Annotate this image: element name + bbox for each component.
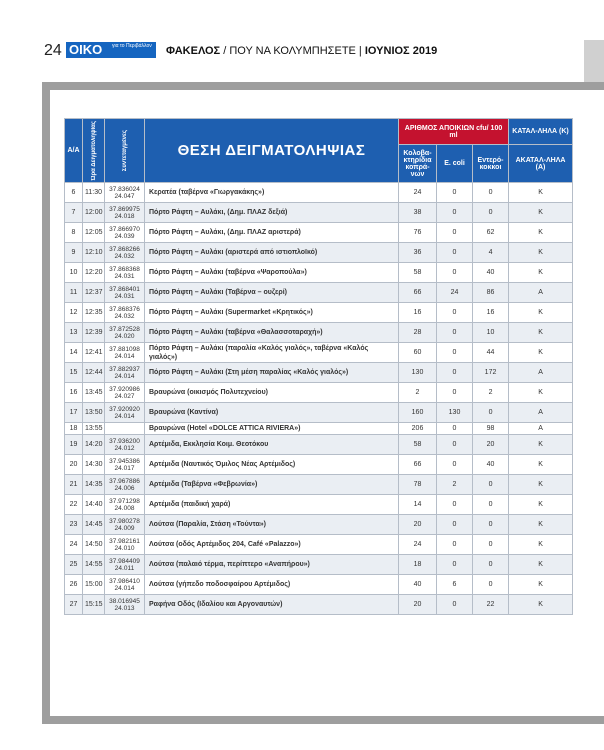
- cell-time: 11:30: [83, 183, 105, 203]
- longitude: 24.014: [114, 584, 135, 592]
- cell-coords: [105, 435, 145, 455]
- cell-ecoli: 0: [437, 383, 473, 403]
- latitude: 37.872528: [109, 325, 140, 333]
- table-row: [65, 475, 573, 495]
- latitude: 37.866970: [109, 225, 140, 233]
- cell-time: 12:05: [83, 223, 105, 243]
- cell-coliforms: 206: [399, 423, 437, 435]
- cell-enterococci: 0: [473, 203, 509, 223]
- cell-result: Κ: [509, 243, 573, 263]
- cell-enterococci: 0: [473, 535, 509, 555]
- latitude: 37.868401: [109, 285, 140, 293]
- cell-coliforms: 130: [399, 363, 437, 383]
- latitude: 37.945386: [109, 457, 140, 465]
- cell-time: 12:20: [83, 263, 105, 283]
- table-row: [65, 515, 573, 535]
- cell-coords: [105, 455, 145, 475]
- cell-ecoli: 0: [437, 223, 473, 243]
- topic-label: / ΠΟΥ ΝΑ ΚΟΛΥΜΠΗΣΕΤΕ |: [220, 45, 365, 57]
- cell-coords: [105, 303, 145, 323]
- cell-enterococci: 20: [473, 435, 509, 455]
- cell-time: 12:10: [83, 243, 105, 263]
- cell-location: Πόρτο Ράφτη – Αυλάκι (ταβέρνα «Ψαροπούλα»): [145, 263, 399, 283]
- section-label: ΦΑΚΕΛΟΣ: [166, 45, 221, 57]
- cell-aa: 8: [65, 223, 83, 243]
- latitude: 37.971298: [109, 497, 140, 505]
- cell-ecoli: 130: [437, 403, 473, 423]
- cell-time: 12:35: [83, 303, 105, 323]
- cell-ecoli: 0: [437, 183, 473, 203]
- cell-coliforms: 66: [399, 283, 437, 303]
- cell-enterococci: 0: [473, 475, 509, 495]
- cell-location: Πόρτο Ράφτη – Αυλάκι (παραλία «Καλός γιαλός», ταβέρνα «Καλός γιαλός»): [145, 343, 399, 363]
- cell-result: Κ: [509, 263, 573, 283]
- cell-result: Κ: [509, 223, 573, 243]
- cell-aa: 6: [65, 183, 83, 203]
- cell-coliforms: 58: [399, 435, 437, 455]
- cell-time: 14:40: [83, 495, 105, 515]
- table-row: [65, 183, 573, 203]
- cell-result: Κ: [509, 535, 573, 555]
- header-time: Ώρα Δειγματοληψίας: [83, 119, 105, 183]
- cell-ecoli: 0: [437, 495, 473, 515]
- logo-title: OIKO: [69, 42, 103, 57]
- cell-enterococci: 40: [473, 455, 509, 475]
- cell-time: 12:37: [83, 283, 105, 303]
- cell-ecoli: 0: [437, 363, 473, 383]
- header-location: ΘΕΣΗ ΔΕΙΓΜΑΤΟΛΗΨΙΑΣ: [145, 119, 399, 183]
- cell-location: Κερατέα (ταβέρνα «Γιωργακάκης»): [145, 183, 399, 203]
- cell-coords: [105, 223, 145, 243]
- longitude: 24.008: [114, 504, 135, 512]
- table-row: [65, 455, 573, 475]
- table-row: [65, 535, 573, 555]
- longitude: 24.032: [114, 312, 135, 320]
- logo-subtitle: για το Περιβάλλον: [112, 43, 152, 49]
- cell-aa: 25: [65, 555, 83, 575]
- cell-aa: 11: [65, 283, 83, 303]
- cell-result: Κ: [509, 303, 573, 323]
- cell-time: 12:00: [83, 203, 105, 223]
- cell-time: 13:55: [83, 423, 105, 435]
- cell-coords: [105, 595, 145, 615]
- cell-location: Πόρτο Ράφτη – Αυλάκι (Supermarket «Κρητικός»): [145, 303, 399, 323]
- table-row: [65, 555, 573, 575]
- latitude: 37.920986: [109, 385, 140, 393]
- cell-location: Ραφήνα Οδός (Ιδαλίου και Αργοναυτών): [145, 595, 399, 615]
- cell-ecoli: 0: [437, 323, 473, 343]
- cell-time: 15:00: [83, 575, 105, 595]
- longitude: 24.014: [114, 352, 135, 360]
- cell-aa: 16: [65, 383, 83, 403]
- cell-coords: [105, 475, 145, 495]
- cell-result: Α: [509, 283, 573, 303]
- cell-coords: [105, 495, 145, 515]
- table-row: [65, 203, 573, 223]
- cell-coliforms: 36: [399, 243, 437, 263]
- longitude: 24.020: [114, 332, 135, 340]
- latitude: 37.982161: [109, 537, 140, 545]
- cell-result: Κ: [509, 555, 573, 575]
- cell-time: 15:15: [83, 595, 105, 615]
- cell-coliforms: 20: [399, 595, 437, 615]
- cell-ecoli: 0: [437, 515, 473, 535]
- cell-aa: 9: [65, 243, 83, 263]
- cell-time: 14:50: [83, 535, 105, 555]
- cell-location: Πόρτο Ράφτη – Αυλάκι, (Δημ. ΠΛΑΖ αριστερά): [145, 223, 399, 243]
- cell-coliforms: 160: [399, 403, 437, 423]
- cell-location: Αρτέμιδα, Εκκλησία Κοιμ. Θεοτόκου: [145, 435, 399, 455]
- cell-coords: [105, 363, 145, 383]
- cell-time: 13:50: [83, 403, 105, 423]
- cell-aa: 10: [65, 263, 83, 283]
- table-row: [65, 223, 573, 243]
- cell-location: Αρτέμιδα (Ταβέρνα «Φεβρωνία»): [145, 475, 399, 495]
- longitude: 24.010: [114, 544, 135, 552]
- cell-coords: [105, 323, 145, 343]
- header-ecoli: E. coli: [437, 145, 473, 183]
- cell-result: Κ: [509, 575, 573, 595]
- cell-ecoli: 2: [437, 475, 473, 495]
- cell-location: Πόρτο Ράφτη – Αυλάκι (ταβέρνα «Θαλασσοταραχή»): [145, 323, 399, 343]
- cell-location: Λούτσα (παλαιό τέρμα, περίπτερο «Αναπήρου»): [145, 555, 399, 575]
- issue-label: ΙΟΥΝΙΟΣ 2019: [364, 45, 438, 57]
- cell-coords: [105, 383, 145, 403]
- cell-enterococci: 86: [473, 283, 509, 303]
- cell-time: 14:55: [83, 555, 105, 575]
- sampling-table: [64, 118, 573, 615]
- header-aa: Α/Α: [65, 119, 83, 183]
- longitude: 24.032: [114, 252, 135, 260]
- longitude: 24.011: [114, 564, 135, 572]
- latitude: 37.868376: [109, 305, 140, 313]
- longitude: 24.018: [114, 212, 135, 220]
- longitude: 24.014: [114, 372, 135, 380]
- cell-coliforms: 24: [399, 535, 437, 555]
- latitude: 37.986410: [109, 577, 140, 585]
- cell-coliforms: 18: [399, 555, 437, 575]
- cell-coliforms: 20: [399, 515, 437, 535]
- cell-aa: 26: [65, 575, 83, 595]
- cell-result: Κ: [509, 475, 573, 495]
- latitude: 37.984409: [109, 557, 140, 565]
- table-row: [65, 495, 573, 515]
- cell-location: Πόρτο Ράφτη – Αυλάκι (αριστερά από ιστιοπλοϊκό): [145, 243, 399, 263]
- cell-aa: 23: [65, 515, 83, 535]
- latitude: 37.868368: [109, 265, 140, 273]
- cell-location: Λούτσα (γήπεδο ποδοσφαίρου Αρτέμιδος): [145, 575, 399, 595]
- cell-result: Κ: [509, 455, 573, 475]
- cell-enterococci: 0: [473, 183, 509, 203]
- header-coliforms: Κολοβα-κτηρίδια κοπρά-νων: [399, 145, 437, 183]
- cell-enterococci: 4: [473, 243, 509, 263]
- cell-time: 14:30: [83, 455, 105, 475]
- cell-time: 12:39: [83, 323, 105, 343]
- cell-ecoli: 0: [437, 243, 473, 263]
- cell-enterococci: 22: [473, 595, 509, 615]
- cell-enterococci: 172: [473, 363, 509, 383]
- cell-ecoli: 6: [437, 575, 473, 595]
- longitude: 24.009: [114, 524, 135, 532]
- cell-coords: [105, 243, 145, 263]
- cell-enterococci: 0: [473, 555, 509, 575]
- cell-location: Βραυρώνα (Hotel «DOLCE ATTICA RIVIERA»): [145, 423, 399, 435]
- cell-aa: 14: [65, 343, 83, 363]
- cell-enterococci: 2: [473, 383, 509, 403]
- cell-ecoli: 0: [437, 555, 473, 575]
- cell-aa: 15: [65, 363, 83, 383]
- cell-coords: [105, 263, 145, 283]
- table-row: [65, 383, 573, 403]
- latitude: 37.868266: [109, 245, 140, 253]
- table-row: [65, 403, 573, 423]
- cell-time: 13:45: [83, 383, 105, 403]
- table-row: [65, 575, 573, 595]
- cell-coliforms: 16: [399, 303, 437, 323]
- cell-ecoli: 0: [437, 535, 473, 555]
- longitude: 24.012: [114, 444, 135, 452]
- cell-enterococci: 16: [473, 303, 509, 323]
- header-enterococci: Εντερό-κοκκοι: [473, 145, 509, 183]
- longitude: 24.027: [114, 392, 135, 400]
- latitude: 37.881098: [109, 345, 140, 353]
- latitude: 37.936200: [109, 437, 140, 445]
- cell-result: Κ: [509, 183, 573, 203]
- cell-coords: [105, 183, 145, 203]
- cell-coords: [105, 535, 145, 555]
- cell-coords: [105, 555, 145, 575]
- cell-coliforms: 14: [399, 495, 437, 515]
- cell-enterococci: 0: [473, 403, 509, 423]
- latitude: 37.920920: [109, 405, 140, 413]
- cell-aa: 22: [65, 495, 83, 515]
- cell-ecoli: 0: [437, 595, 473, 615]
- cell-coords: [105, 403, 145, 423]
- cell-enterococci: 0: [473, 515, 509, 535]
- cell-ecoli: 0: [437, 263, 473, 283]
- magazine-logo: [66, 42, 156, 58]
- cell-enterococci: 98: [473, 423, 509, 435]
- cell-time: 14:45: [83, 515, 105, 535]
- cell-coords: [105, 575, 145, 595]
- table-row: [65, 323, 573, 343]
- longitude: 24.031: [114, 292, 135, 300]
- cell-result: Κ: [509, 383, 573, 403]
- longitude: 24.039: [114, 232, 135, 240]
- table-row: [65, 435, 573, 455]
- cell-location: Βραυρώνα (Καντίνα): [145, 403, 399, 423]
- table-row: [65, 263, 573, 283]
- cell-ecoli: 0: [437, 455, 473, 475]
- longitude: 24.031: [114, 272, 135, 280]
- header-suitable: ΚΑΤΑΛ-ΛΗΛΑ (Κ): [509, 119, 573, 145]
- latitude: 37.869975: [109, 205, 140, 213]
- cell-aa: 19: [65, 435, 83, 455]
- cell-coliforms: 76: [399, 223, 437, 243]
- cell-time: 14:20: [83, 435, 105, 455]
- header-coords: Συντεταγμένες: [105, 119, 145, 183]
- latitude: 37.980278: [109, 517, 140, 525]
- cell-location: Βραυρώνα (οικισμός Πολυτεχνείου): [145, 383, 399, 403]
- page-header: [0, 40, 604, 62]
- cell-coliforms: 40: [399, 575, 437, 595]
- cell-ecoli: 0: [437, 343, 473, 363]
- cell-enterococci: 62: [473, 223, 509, 243]
- cell-enterococci: 40: [473, 263, 509, 283]
- cell-coliforms: 28: [399, 323, 437, 343]
- cell-result: Κ: [509, 343, 573, 363]
- cell-ecoli: 0: [437, 203, 473, 223]
- cell-coliforms: 78: [399, 475, 437, 495]
- cell-location: Λούτσα (Παραλία, Στάση «Τούντα»): [145, 515, 399, 535]
- cell-location: Πόρτο Ράφτη – Αυλάκι (Ταβέρνα – ουζερί): [145, 283, 399, 303]
- table-row: [65, 423, 573, 435]
- cell-result: Κ: [509, 323, 573, 343]
- cell-result: Α: [509, 403, 573, 423]
- cell-aa: 12: [65, 303, 83, 323]
- cell-time: 12:44: [83, 363, 105, 383]
- cell-ecoli: 0: [437, 435, 473, 455]
- cell-coords: [105, 203, 145, 223]
- cell-aa: 17: [65, 403, 83, 423]
- cell-coords: [105, 283, 145, 303]
- latitude: 38.016945: [109, 597, 140, 605]
- cell-ecoli: 0: [437, 423, 473, 435]
- page-number: 24: [44, 42, 62, 59]
- cell-aa: 20: [65, 455, 83, 475]
- table-row: [65, 343, 573, 363]
- cell-enterococci: 0: [473, 575, 509, 595]
- cell-coliforms: 24: [399, 183, 437, 203]
- cell-result: Α: [509, 423, 573, 435]
- cell-enterococci: 44: [473, 343, 509, 363]
- longitude: 24.014: [114, 412, 135, 420]
- cell-result: Κ: [509, 203, 573, 223]
- cell-coords: [105, 343, 145, 363]
- cell-coliforms: 2: [399, 383, 437, 403]
- cell-coliforms: 60: [399, 343, 437, 363]
- cell-result: Κ: [509, 435, 573, 455]
- longitude: 24.017: [114, 464, 135, 472]
- longitude: 24.006: [114, 484, 135, 492]
- cell-aa: 18: [65, 423, 83, 435]
- cell-ecoli: 24: [437, 283, 473, 303]
- latitude: 37.836024: [109, 185, 140, 193]
- cell-location: Αρτέμιδα (παιδική χαρά): [145, 495, 399, 515]
- table-row: [65, 363, 573, 383]
- latitude: 37.967886: [109, 477, 140, 485]
- cell-enterococci: 0: [473, 495, 509, 515]
- cell-location: Πόρτο Ράφτη – Αυλάκι (Στη μέση παραλίας «Καλός γιαλός»): [145, 363, 399, 383]
- cell-aa: 21: [65, 475, 83, 495]
- cell-location: Πόρτο Ράφτη – Αυλάκι, (Δημ. ΠΛΑΖ δεξιά): [145, 203, 399, 223]
- cell-aa: 27: [65, 595, 83, 615]
- table-row: [65, 283, 573, 303]
- cell-coords: [105, 423, 145, 435]
- running-header: [166, 45, 437, 57]
- longitude: 24.047: [114, 192, 135, 200]
- cell-ecoli: 0: [437, 303, 473, 323]
- table-row: [65, 243, 573, 263]
- cell-result: Κ: [509, 515, 573, 535]
- cell-aa: 7: [65, 203, 83, 223]
- cell-location: Λούτσα (οδός Αρτέμιδος 204, Café «Palazzo»): [145, 535, 399, 555]
- cell-aa: 24: [65, 535, 83, 555]
- cell-aa: 13: [65, 323, 83, 343]
- cell-coliforms: 38: [399, 203, 437, 223]
- cell-result: Α: [509, 363, 573, 383]
- cell-location: Αρτέμιδα (Ναυτικός Όμιλος Νέας Αρτέμιδος): [145, 455, 399, 475]
- latitude: 37.882937: [109, 365, 140, 373]
- cell-result: Κ: [509, 595, 573, 615]
- header-unsuitable: ΑΚΑΤΑΛ-ΛΗΛΑ (Α): [509, 145, 573, 183]
- cell-coords: [105, 515, 145, 535]
- table-row: [65, 595, 573, 615]
- cell-time: 14:35: [83, 475, 105, 495]
- table-row: [65, 303, 573, 323]
- cell-coliforms: 66: [399, 455, 437, 475]
- cell-coliforms: 58: [399, 263, 437, 283]
- cell-result: Κ: [509, 495, 573, 515]
- cell-time: 12:41: [83, 343, 105, 363]
- cell-enterococci: 10: [473, 323, 509, 343]
- longitude: 24.013: [114, 604, 135, 612]
- header-colonies: ΑΡΙΘΜΟΣ ΑΠΟΙΚΙΩΝ cfu/ 100 ml: [399, 119, 509, 145]
